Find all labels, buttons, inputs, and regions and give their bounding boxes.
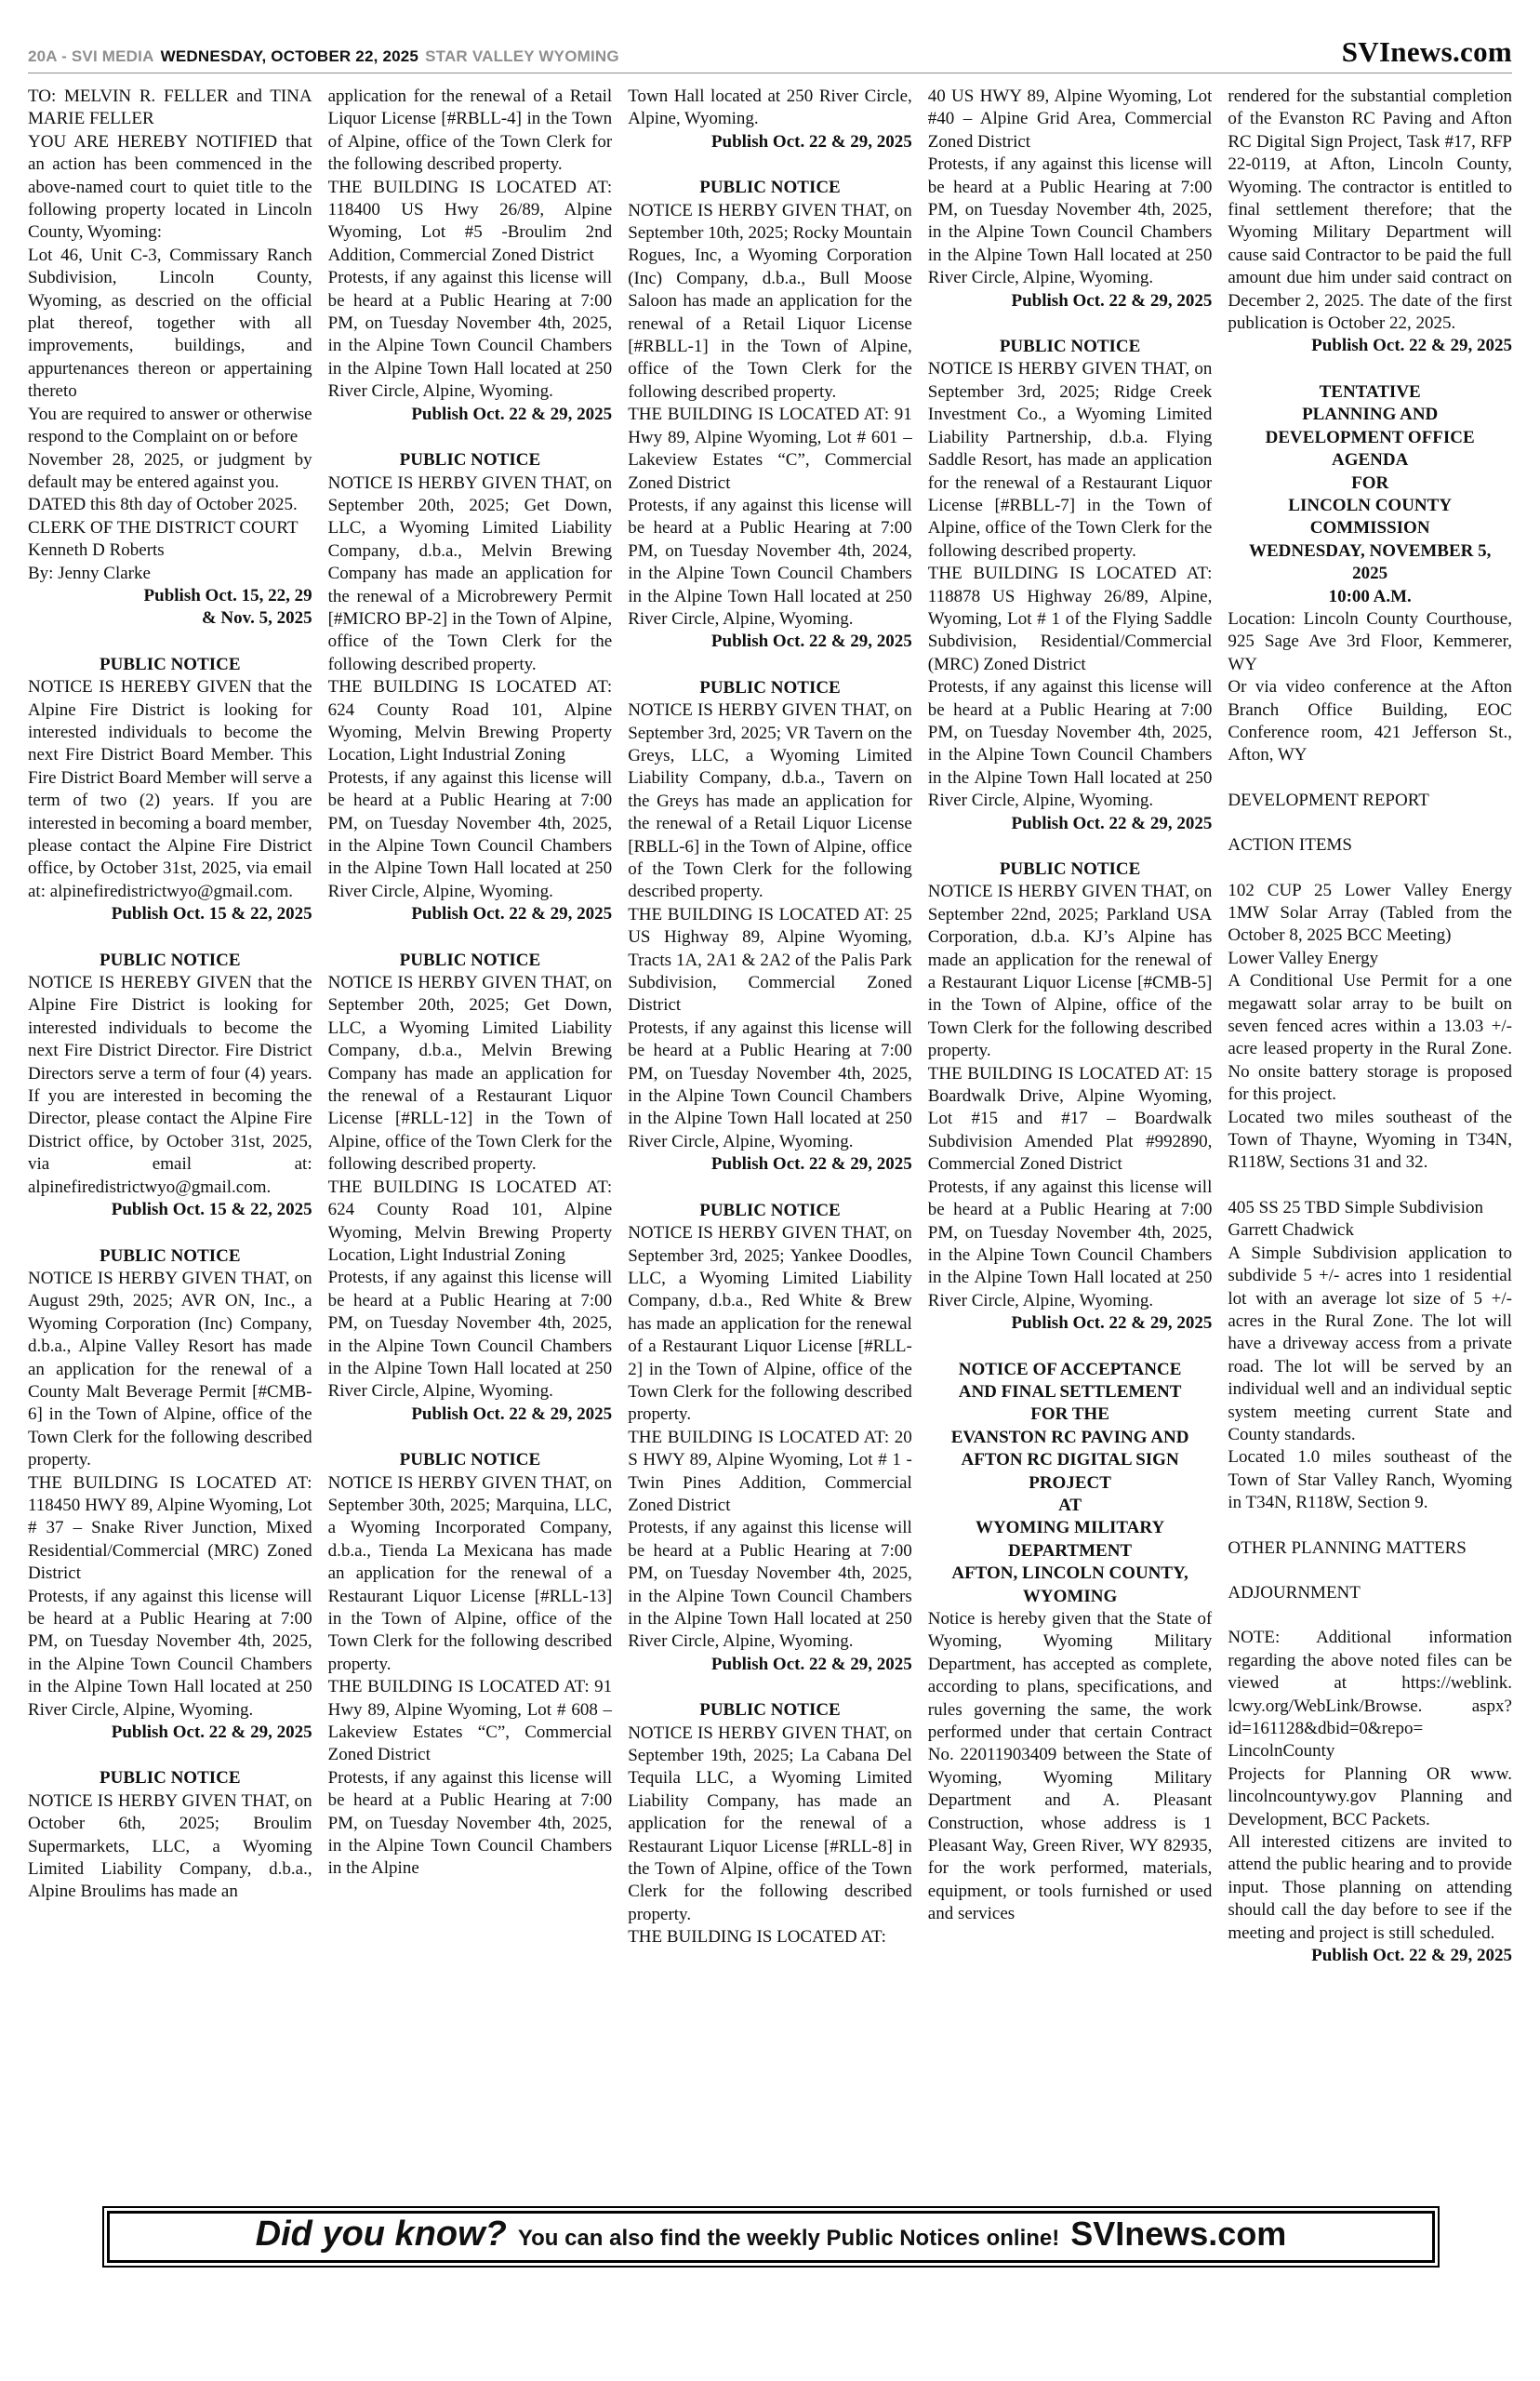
notice-paragraph: NOTICE IS HERBY GIVEN THAT, on September 30th, 2025; Marquina, LLC, a Wyoming Incorporated Company, d.b.a., Tienda La Mexicana has made an application for the renewal of a Restaurant Liquor License [#RLL-13] in the Town of Alpine, office of the Town Clerk for the following described property. (327, 1472, 613, 1674)
publish-line: Publish Oct. 22 & 29, 2025 (710, 632, 912, 652)
notice-paragraph: NOTICE IS HERBY GIVEN THAT, on October 6th, 2025; Broulim Supermarkets, LLC, a Wyoming Limited Liability Company, d.b.a., Alpine Broulims has made an (28, 1790, 312, 1902)
notice-paragraph: CLERK OF THE DISTRICT COURT (28, 517, 299, 538)
banner-site-text: SVInews.com (1070, 2215, 1287, 2253)
notice-paragraph: Protests, if any against this license will be heard at a Public Hearing at 7:00 PM, on Tuesday November 4th, 2025, in the Alpine Town Council Chambers in the Alpine Town Hall located at 250 River Circle, Alpine, Wyoming. (927, 1177, 1213, 1310)
notice-paragraph: November 28, 2025, or judgment by default may be entered against you. (28, 449, 312, 492)
notice-paragraph: NOTICE IS HERBY GIVEN THAT, on September 10th, 2025; Rocky Mountain Rogues, Inc, a Wyoming Corporation (Inc) Company, d.b.a., Bull Moose Saloon has made an application for the renewal of a Retail Liquor License [#RBLL-1] in the Town of Alpine, office of the Town Clerk for the following described property. (628, 200, 912, 402)
publish-line: Publish Oct. 22 & 29, 2025 (1311, 336, 1512, 356)
notice-paragraph: NOTICE IS HERBY GIVEN THAT, on September 19th, 2025; La Cabana Del Tequila LLC, a Wyoming Limited Liability Company, has made an application for the renewal of a Restaurant Liquor License [#RLL-8] in the Town of Alpine, office of the Town Clerk for the following described property. (628, 1723, 912, 1924)
spacer (1228, 812, 1512, 834)
publish-line: Publish Oct. 22 & 29, 2025 (411, 1403, 613, 1424)
notice-heading: PUBLIC NOTICE (399, 1450, 541, 1470)
publish-line: Publish Oct. 22 & 29, 2025 (1011, 813, 1213, 833)
notice-paragraph: NOTICE IS HERBY GIVEN THAT, on September 3rd, 2025; Yankee Doodles, LLC, a Wyoming Limited Liability Company, d.b.a., Red White & Brew has made an application for the renewal of a Restaurant Liquor License [#RLL-2] in the Town of Alpine, office of the Town Clerk for the following described property. (628, 1223, 912, 1425)
spacer (1228, 767, 1512, 790)
notice-paragraph: Protests, if any against this license will be heard at a Public Hearing at 7:00 PM, on Tuesday November 4th, 2025, in the Alpine Town Council Chambers in the Alpine Town Hall located at 250 River Circle, Alpine, Wyoming. (327, 1268, 613, 1402)
notice-column-2 (328, 86, 613, 2163)
notice-paragraph: Notice is hereby given that the State of Wyoming, Wyoming Military Department, has accepted as complete, according to plans, specifications, and rules governing the same, the work performed under that certain Contract No. 22011903409 between the State of Wyoming, Wyoming Military Department and A. Pleasant Construction, whose address is 1 Pleasant Way, Green River, WY 82935, for the work performed, materials, equipment, or tools furnished or used and services (927, 1609, 1213, 1924)
notice-paragraph: Protests, if any against this license will be heard at a Public Hearing at 7:00 PM, on Tuesday November 4th, 2025, in the Alpine Town Council Chambers in the Alpine Town Hall located at 250 River Circle, Alpine, Wyoming. (327, 767, 613, 901)
notice-paragraph: Protests, if any against this license will be heard at a Public Hearing at 7:00 PM, on Tuesday November 4th, 2025, in the Alpine Town Council Chambers in the Alpine Town Hall located at 250 River Circle, Alpine, Wyoming. (327, 268, 613, 402)
notice-paragraph: NOTICE IS HERBY GIVEN THAT, on September 3rd, 2025; Ridge Creek Investment Co., a Wyoming Limited Liability Partnership, d.b.a. Flying Saddle Resort, has made an application for the renewal of a Restaurant Liquor License [#RBLL-7] in the Town of Alpine, office of the Town Clerk for the following described property. (927, 359, 1213, 561)
spacer (1228, 1175, 1512, 1197)
region-label: STAR VALLEY WYOMING (425, 47, 619, 65)
did-you-know-banner-inner (107, 2211, 1435, 2263)
notice-paragraph: NOTE: Additional information regarding the above noted files can be viewed at https://weblink. lcwy.org/WebLink/Browse. aspx?id=161128&dbid=0&repo= LincolnCounty (1228, 1628, 1512, 1762)
notice-paragraph: THE BUILDING IS LOCATED AT: 118878 US Highway 26/89, Alpine, Wyoming, Lot # 1 of the Flying Saddle Subdivision, Residential/Commercial (MRC) Zoned District (927, 564, 1213, 674)
notice-paragraph: DEVELOPMENT REPORT (1228, 790, 1429, 810)
notice-paragraph: Town Hall located at 250 River Circle, Alpine, Wyoming. (628, 86, 912, 129)
notice-paragraph: Lower Valley Energy (1228, 948, 1379, 968)
notice-paragraph: Protests, if any against this license will be heard at a Public Hearing at 7:00 PM, on Tuesday November 4th, 2024, in the Alpine Town Council Chambers in the Alpine Town Hall located at 250 River Circle, Alpine, Wyoming. (628, 495, 912, 629)
notice-paragraph: rendered for the substantial completion of the Evanston RC Paving and Afton RC Digital Sign Project, Task #17, RFP 22-0119, at Afton, Lincoln County, Wyoming. The contractor is entitled to final settlement therefore; that the Wyoming Military Department will cause said Contractor to be paid the full amount due him under said contract on December 2, 2025. The date of the first publication is October 22, 2025. (1228, 86, 1512, 334)
notice-paragraph: THE BUILDING IS LOCATED AT: (628, 1927, 886, 1948)
notice-paragraph: NOTICE IS HEREBY GIVEN that the Alpine Fire District is looking for interested individuals to become the next Fire District Director. Fire District Directors serve a term of four (4) years. If you are interested in becoming the Director, please contact the Alpine Fire District office, by October 31st, 2025, via email at: alpinefiredistrictwyo@gmail.com. (28, 973, 312, 1197)
notice-heading: PUBLIC NOTICE (399, 450, 541, 471)
publish-line: Publish Oct. 22 & 29, 2025 (111, 1723, 312, 1743)
publish-line: Publish Oct. 15 & 22, 2025 (111, 1200, 312, 1220)
notice-paragraph: THE BUILDING IS LOCATED AT: 25 US Highway 89, Alpine Wyoming, Tracts 1A, 2A1 & 2A2 of the Palis Park Subdivision, Commercial Zoned District (628, 904, 912, 1016)
notice-column-3 (628, 86, 912, 2163)
notice-heading: PUBLIC NOTICE (699, 1700, 841, 1721)
notice-heading: PUBLIC NOTICE (100, 654, 241, 674)
notice-paragraph: Garrett Chadwick (1228, 1220, 1354, 1241)
page-number-label: 20A - SVI MEDIA (28, 47, 154, 65)
notices-columns (28, 86, 1512, 2163)
notice-paragraph: NOTICE IS HERBY GIVEN THAT, on September 3rd, 2025; VR Tavern on the Greys, LLC, a Wyoming Limited Liability Company, d.b.a., Tavern on the Greys has made an application for the renewal of a Retail Liquor License [RBLL-6] in the Town of Alpine, office of the Town Clerk for the following described property. (628, 700, 912, 902)
notice-paragraph: THE BUILDING IS LOCATED AT: 624 County Road 101, Alpine Wyoming, Melvin Brewing Property Location, Light Industrial Zoning (327, 1177, 613, 1265)
notice-title-block: TENTATIVE PLANNING AND DEVELOPMENT OFFICE AGENDA FOR LINCOLN COUNTY COMMISSION WEDNESDAY, NOVEMBER 5, 2025 10:00 A.M. (1248, 381, 1492, 606)
notice-paragraph: Location: Lincoln County Courthouse, 925 Sage Ave 3rd Floor, Kemmerer, WY (1228, 608, 1512, 674)
notice-paragraph: Located two miles southeast of the Town of Thayne, Wyoming in T34N, R118W, Sections 31 and 32. (1228, 1107, 1512, 1173)
notice-paragraph: THE BUILDING IS LOCATED AT: 91 Hwy 89, Alpine Wyoming, Lot # 608 – Lakeview Estates “C”, Commercial Zoned District (327, 1677, 613, 1765)
publish-line: Publish Oct. 22 & 29, 2025 (411, 904, 613, 924)
banner-lead-text: Did you know? (255, 2215, 507, 2254)
publish-line: Publish Oct. 22 & 29, 2025 (710, 1654, 912, 1674)
notice-paragraph: 102 CUP 25 Lower Valley Energy 1MW Solar Array (Tabled from the October 8, 2025 BCC Meeting) (1228, 880, 1512, 946)
notice-paragraph: A Conditional Use Permit for a one megawatt solar array to be built on seven fenced acres within a 13.03 +/- acre leased property in the Rural Zone. No onsite battery storage is proposed for this project. (1228, 971, 1512, 1105)
notice-paragraph: Protests, if any against this license will be heard at a Public Hearing at 7:00 PM, on Tuesday November 4th, 2025, in the Alpine Town Council Chambers in the Alpine Town Hall located at 250 River Circle, Alpine, Wyoming. (927, 677, 1213, 811)
spacer (1228, 1515, 1512, 1537)
notice-paragraph: OTHER PLANNING MATTERS (1228, 1537, 1467, 1558)
notice-paragraph: THE BUILDING IS LOCATED AT: 91 Hwy 89, Alpine Wyoming, Lot # 601 – Lakeview Estates “C”, Commercial Zoned District (628, 405, 912, 493)
notice-paragraph: All interested citizens are invited to attend the public hearing and to provide input. Those planning on attending should call the day before to see if the meeting and project is still scheduled. (1228, 1832, 1512, 1943)
notice-paragraph: Lot 46, Unit C-3, Commissary Ranch Subdivision, Lincoln County, Wyoming, as descried on the official plat thereof, together with all improvements, buildings, and appurtenances thereon or appertaining thereto (28, 245, 312, 402)
notice-paragraph: THE BUILDING IS LOCATED AT: 20 S HWY 89, Alpine Wyoming, Lot # 1 - Twin Pines Addition, Commercial Zoned District (628, 1427, 912, 1515)
masthead-site: SVInews.com (1341, 35, 1512, 68)
notice-heading: PUBLIC NOTICE (399, 950, 541, 970)
notice-paragraph: Protests, if any against this license will be heard at a Public Hearing at 7:00 PM, on Tuesday November 4th, 2025, in the Alpine Town Council Chambers in the Alpine Town Hall located at 250 River Circle, Alpine, Wyoming. (628, 1518, 912, 1652)
notice-paragraph: Located 1.0 miles southeast of the Town of Star Valley Ranch, Wyoming in T34N, R118W, Section 9. (1228, 1447, 1512, 1513)
notice-paragraph: THE BUILDING IS LOCATED AT: 624 County Road 101, Alpine Wyoming, Melvin Brewing Property Location, Light Industrial Zoning (327, 677, 613, 765)
notice-paragraph: A Simple Subdivision application to subdivide 5 +/- acres into 1 residential lot with an average lot size of 5 +/- acres in the Rural Zone. The lot will have a driveway access from a private road. The lot will be served by an individual well and an individual septic system meeting current State and County standards. (1228, 1243, 1512, 1444)
notice-column-5 (1228, 86, 1512, 2163)
notice-paragraph: NOTICE IS HEREBY GIVEN that the Alpine Fire District is looking for interested individuals to become the next Fire District Board Member. This Fire District Board Member will serve a term of two (2) years. If you are interested in becoming a board member, please contact the Alpine Fire District office, by October 31st, 2025, via email at: alpinefiredistrictwyo@gmail.com. (28, 677, 312, 901)
banner-message-text: You can also find the weekly Public Notices online! (517, 2226, 1060, 2251)
did-you-know-banner (102, 2206, 1440, 2268)
notice-paragraph: NOTICE IS HERBY GIVEN THAT, on August 29th, 2025; AVR ON, Inc., a Wyoming Corporation (Inc) Company, d.b.a., Alpine Valley Resort has made an application for the renewal of a County Malt Beverage Permit [#CMB-6] in the Town of Alpine, office of the Town Clerk for the following described property. (28, 1268, 312, 1470)
notice-heading: PUBLIC NOTICE (699, 1200, 841, 1220)
notice-paragraph: Protests, if any against this license will be heard at a Public Hearing at 7:00 PM, on Tuesday November 4th, 2025, in the Alpine Town Council Chambers in the Alpine (327, 1767, 613, 1879)
notice-paragraph: ADJOURNMENT (1228, 1582, 1361, 1603)
notice-paragraph: Protests, if any against this license will be heard at a Public Hearing at 7:00 PM, on Tuesday November 4th, 2025, in the Alpine Town Council Chambers in the Alpine Town Hall located at 250 River Circle, Alpine, Wyoming. (927, 154, 1213, 288)
notice-heading: PUBLIC NOTICE (699, 677, 841, 698)
publish-line: Publish Oct. 22 & 29, 2025 (710, 131, 912, 152)
publish-line: Publish Oct. 22 & 29, 2025 (1011, 290, 1213, 311)
notice-paragraph: THE BUILDING IS LOCATED AT: 15 Boardwalk Drive, Alpine Wyoming, Lot #15 and #17 – Boardwalk Subdivision Amended Plat #992890, Commercial Zoned District (927, 1063, 1213, 1175)
notice-paragraph: 405 SS 25 TBD Simple Subdivision (1228, 1197, 1484, 1217)
notice-paragraph: THE BUILDING IS LOCATED AT: 118450 HWY 89, Alpine Wyoming, Lot # 37 – Snake River Junction, Mixed Residential/Commercial (MRC) Zoned District (28, 1472, 312, 1584)
notice-paragraph: 40 US HWY 89, Alpine Wyoming, Lot #40 – Alpine Grid Area, Commercial Zoned District (927, 86, 1213, 152)
notice-paragraph: THE BUILDING IS LOCATED AT: 118400 US Hwy 26/89, Alpine Wyoming, Lot #5 -Broulim 2nd Addition, Commercial Zoned District (327, 177, 613, 265)
notice-heading: PUBLIC NOTICE (100, 1245, 241, 1266)
notice-paragraph: ACTION ITEMS (1228, 835, 1352, 856)
notice-paragraph: Kenneth D Roberts (28, 540, 165, 561)
notice-paragraph: YOU ARE HEREBY NOTIFIED that an action has been commenced in the above-named court to quiet title to the following property located in Lincoln County, Wyoming: (28, 131, 312, 243)
header-left (28, 47, 619, 66)
notice-paragraph: Or via video conference at the Afton Branch Office Building, EOC Conference room, 421 Jefferson St., Afton, WY (1228, 677, 1512, 765)
spacer (1228, 858, 1512, 880)
notice-paragraph: NOTICE IS HERBY GIVEN THAT, on September 20th, 2025; Get Down, LLC, a Wyoming Limited Liability Company, d.b.a., Melvin Brewing Company has made an application for the renewal of a Microbrewery Permit [#MICRO BP-2] in the Town of Alpine, office of the Town Clerk for the following described property. (327, 472, 613, 674)
notice-heading: PUBLIC NOTICE (100, 1768, 241, 1789)
notice-column-4 (928, 86, 1213, 2163)
notice-paragraph: By: Jenny Clarke (28, 563, 151, 583)
spacer (1228, 1560, 1512, 1582)
notice-paragraph: application for the renewal of a Retail Liquor License [#RBLL-4] in the Town of Alpine, office of the Town Clerk for the following described property. (327, 86, 613, 175)
notice-paragraph: DATED this 8th day of October 2025. (28, 495, 298, 515)
edition-date: WEDNESDAY, OCTOBER 22, 2025 (160, 47, 419, 65)
publish-line: Publish Oct. 22 & 29, 2025 (1311, 1946, 1512, 1966)
publish-line: Publish Oct. 22 & 29, 2025 (710, 1154, 912, 1175)
notice-paragraph: NOTICE IS HERBY GIVEN THAT, on September 20th, 2025; Get Down, LLC, a Wyoming Limited Liability Company, d.b.a., Melvin Brewing Company has made an application for the renewal of a Restaurant Liquor License [#RLL-12] in the Town of Alpine, office of the Town Clerk for the following described property. (327, 973, 613, 1175)
notice-paragraph: Protests, if any against this license will be heard at a Public Hearing at 7:00 PM, on Tuesday November 4th, 2025, in the Alpine Town Council Chambers in the Alpine Town Hall located at 250 River Circle, Alpine, Wyoming. (28, 1586, 312, 1720)
notice-heading: PUBLIC NOTICE (699, 178, 841, 198)
spacer (1228, 1604, 1512, 1627)
publish-line: Publish Oct. 15, 22, 29 & Nov. 5, 2025 (143, 585, 312, 629)
notice-heading: PUBLIC NOTICE (999, 337, 1141, 357)
publish-line: Publish Oct. 22 & 29, 2025 (1011, 1313, 1213, 1334)
publish-line: Publish Oct. 15 & 22, 2025 (111, 904, 312, 924)
notice-title-block: NOTICE OF ACCEPTANCE AND FINAL SETTLEMENT FOR THE EVANSTON RC PAVING AND AFTON RC DIGITAL SIGN PROJECT AT WYOMING MILITARY DEPARTMENT AFTON, LINCOLN COUNTY, WYOMING (950, 1359, 1189, 1606)
notice-paragraph: Projects for Planning OR www. lincolncountywy.gov Planning and Development, BCC Packets. (1228, 1763, 1512, 1829)
notice-paragraph: You are required to answer or otherwise respond to the Complaint on or before (28, 404, 312, 447)
notice-heading: PUBLIC NOTICE (100, 950, 241, 970)
publish-line: Publish Oct. 22 & 29, 2025 (411, 404, 613, 424)
page-header (28, 37, 1512, 73)
notice-paragraph: TO: MELVIN R. FELLER and TINA MARIE FELLER (28, 86, 312, 129)
notice-column-1 (28, 86, 312, 2163)
notice-paragraph: Protests, if any against this license will be heard at a Public Hearing at 7:00 PM, on Tuesday November 4th, 2025, in the Alpine Town Council Chambers in the Alpine Town Hall located at 250 River Circle, Alpine, Wyoming. (628, 1018, 912, 1151)
notice-heading: PUBLIC NOTICE (999, 859, 1141, 879)
notice-paragraph: NOTICE IS HERBY GIVEN THAT, on September 22nd, 2025; Parkland USA Corporation, d.b.a. KJ’s Alpine has made an application for the renewal of a Restaurant Liquor License [#CMB-5] in the Town of Alpine, office of the Town Clerk for the following described property. (927, 882, 1213, 1061)
